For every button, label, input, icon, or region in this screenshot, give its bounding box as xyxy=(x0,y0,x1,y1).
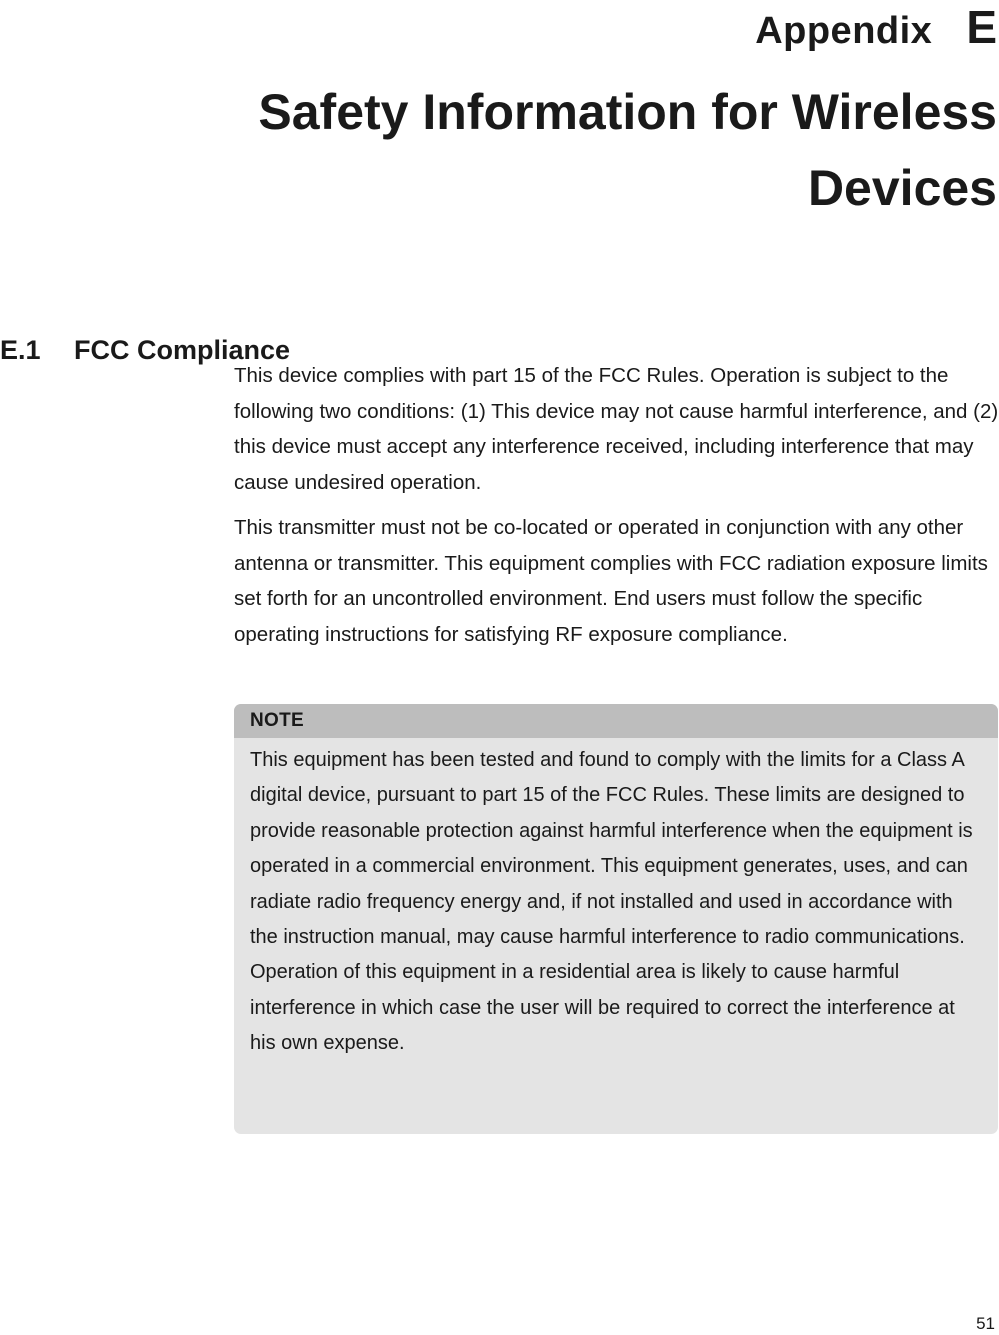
appendix-heading xyxy=(755,0,997,52)
note-label: NOTE xyxy=(234,704,998,738)
paragraph-colocation: This transmitter must not be co-located or operated in conjunction with any other antenna or transmitter. This equipment complies with FCC radiation exposure limits set forth for an uncontrolled environment. End users must follow the specific operating instructions for satisfying RF exposure compliance. xyxy=(234,516,988,646)
note-text: This equipment has been tested and found to comply with the limits for a Class A digital device, pursuant to part 15 of the FCC Rules. These limits are designed to provide reasonable protection against harmful interference when the equipment is operated in a commercial environment. This equipment generates, uses, and can radiate radio frequency energy and, if not installed and used in accordance with the instruction manual, may cause harmful interference to radio communications. Operation of this equipment in a residential area is likely to cause harmful interference in which case the user will be required to correct the interference at his own expense. xyxy=(250,749,973,1055)
note-box xyxy=(234,704,998,1134)
section-title: FCC Compliance xyxy=(74,334,291,365)
appendix-letter: E xyxy=(966,1,997,53)
section-body xyxy=(234,358,999,662)
paragraph-compliance: This device complies with part 15 of the FCC Rules. Operation is subject to the following two conditions: (1) This device may not cause harmful interference, and (2) this device must accept any interference received, including interference that may cause undesired operation. xyxy=(234,364,999,494)
appendix-label: Appendix xyxy=(755,10,933,52)
section-number: E.1 xyxy=(0,334,41,365)
page-number: 51 xyxy=(976,1314,995,1333)
chapter-title: Safety Information for Wireless Devices xyxy=(258,84,997,216)
